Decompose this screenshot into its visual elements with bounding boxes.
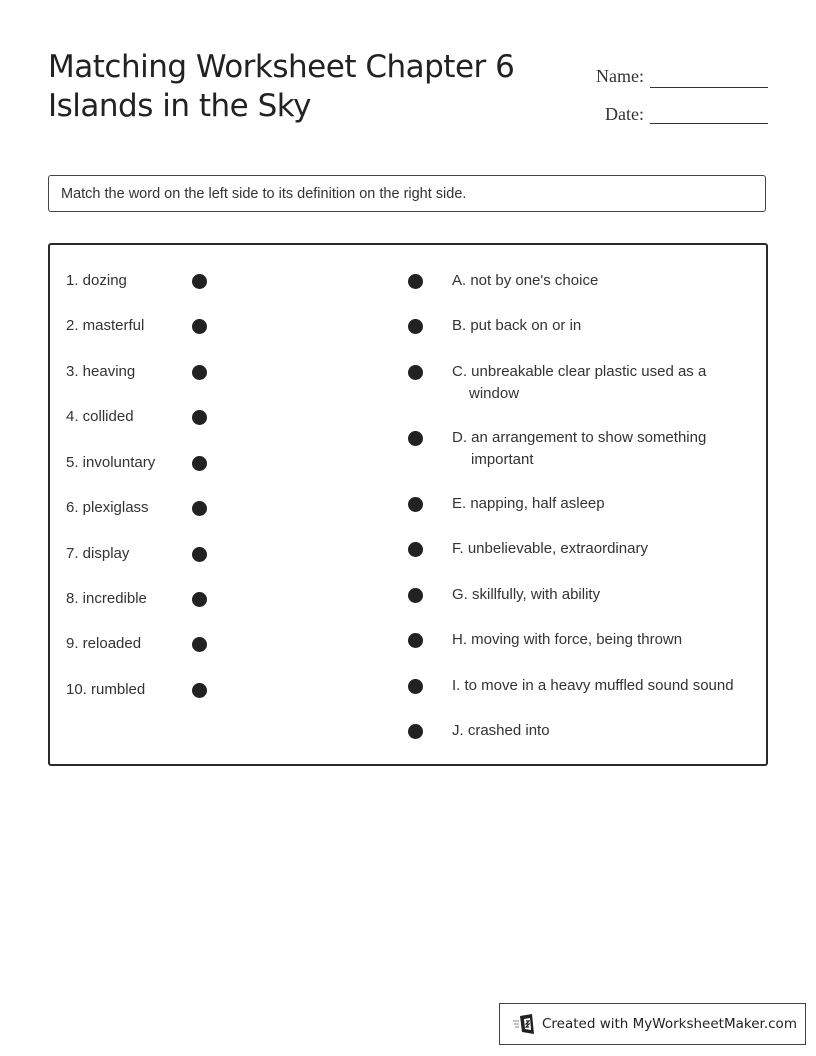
definition-text [452,315,752,337]
word-label: 7. display [66,545,130,562]
definition-line: I. to move in a heavy muffled sound sound [452,677,734,694]
definition-text [452,493,752,515]
word-label: 8. incredible [66,590,147,607]
definition-line: J. crashed into [452,722,550,739]
definition-line: G. skillfully, with ability [452,586,601,603]
definition-line: C. unbreakable clear plastic used as a [452,363,707,380]
definition-text [452,675,762,697]
definition-text [452,270,752,292]
definition-dot-icon[interactable] [408,588,423,603]
footer-credit[interactable] [499,1003,806,1045]
definition-text [452,720,752,742]
definition-line: A. not by one's choice [452,272,599,289]
word-label: 5. involuntary [66,454,156,471]
instructions-box [48,175,766,212]
word-dot-icon[interactable] [192,410,207,425]
instructions-text: Match the word on the left side to its definition on the right side. [61,185,467,202]
definition-line-continued: important [471,451,534,468]
footer-text: Created with MyWorksheetMaker.com [542,1016,797,1032]
name-label: Name: [596,66,644,86]
definition-text [452,584,752,606]
title-line-2: Islands in the Sky [48,88,311,124]
word-dot-icon[interactable] [192,319,207,334]
word-label: 1. dozing [66,272,127,289]
definition-line: E. napping, half asleep [452,495,605,512]
word-dot-icon[interactable] [192,637,207,652]
definition-text [452,538,752,560]
date-label: Date: [605,104,644,124]
definition-line: D. an arrangement to show something [452,429,707,446]
definition-dot-icon[interactable] [408,431,423,446]
word-dot-icon[interactable] [192,592,207,607]
definition-line-continued: window [469,385,520,402]
word-dot-icon[interactable] [192,274,207,289]
word-dot-icon[interactable] [192,501,207,516]
definition-text [452,427,752,471]
worksheet-title [48,48,568,126]
word-label: 6. plexiglass [66,499,149,516]
word-label: 3. heaving [66,363,136,380]
word-label: 4. collided [66,408,134,425]
name-field [596,50,768,88]
definition-dot-icon[interactable] [408,497,423,512]
word-dot-icon[interactable] [192,547,207,562]
date-field [596,88,768,126]
definition-line: B. put back on or in [452,317,582,334]
date-blank-line[interactable] [650,101,768,124]
word-label: 10. rumbled [66,681,146,698]
student-info [596,50,768,126]
definition-dot-icon[interactable] [408,633,423,648]
worksheet-maker-logo-icon [512,1013,536,1035]
definition-dot-icon[interactable] [408,542,423,557]
word-label: 9. reloaded [66,635,142,652]
definition-line: F. unbelievable, extraordinary [452,540,648,557]
word-dot-icon[interactable] [192,683,207,698]
name-blank-line[interactable] [650,65,768,88]
definition-dot-icon[interactable] [408,274,423,289]
word-label: 2. masterful [66,317,145,334]
definition-text [452,361,752,405]
definition-dot-icon[interactable] [408,365,423,380]
word-dot-icon[interactable] [192,365,207,380]
definition-line: H. moving with force, being thrown [452,631,683,648]
definition-dot-icon[interactable] [408,679,423,694]
definition-dot-icon[interactable] [408,319,423,334]
word-dot-icon[interactable] [192,456,207,471]
matching-box [48,243,768,766]
definition-dot-icon[interactable] [408,724,423,739]
definition-text [452,629,752,651]
title-line-1: Matching Worksheet Chapter 6 [48,49,515,85]
